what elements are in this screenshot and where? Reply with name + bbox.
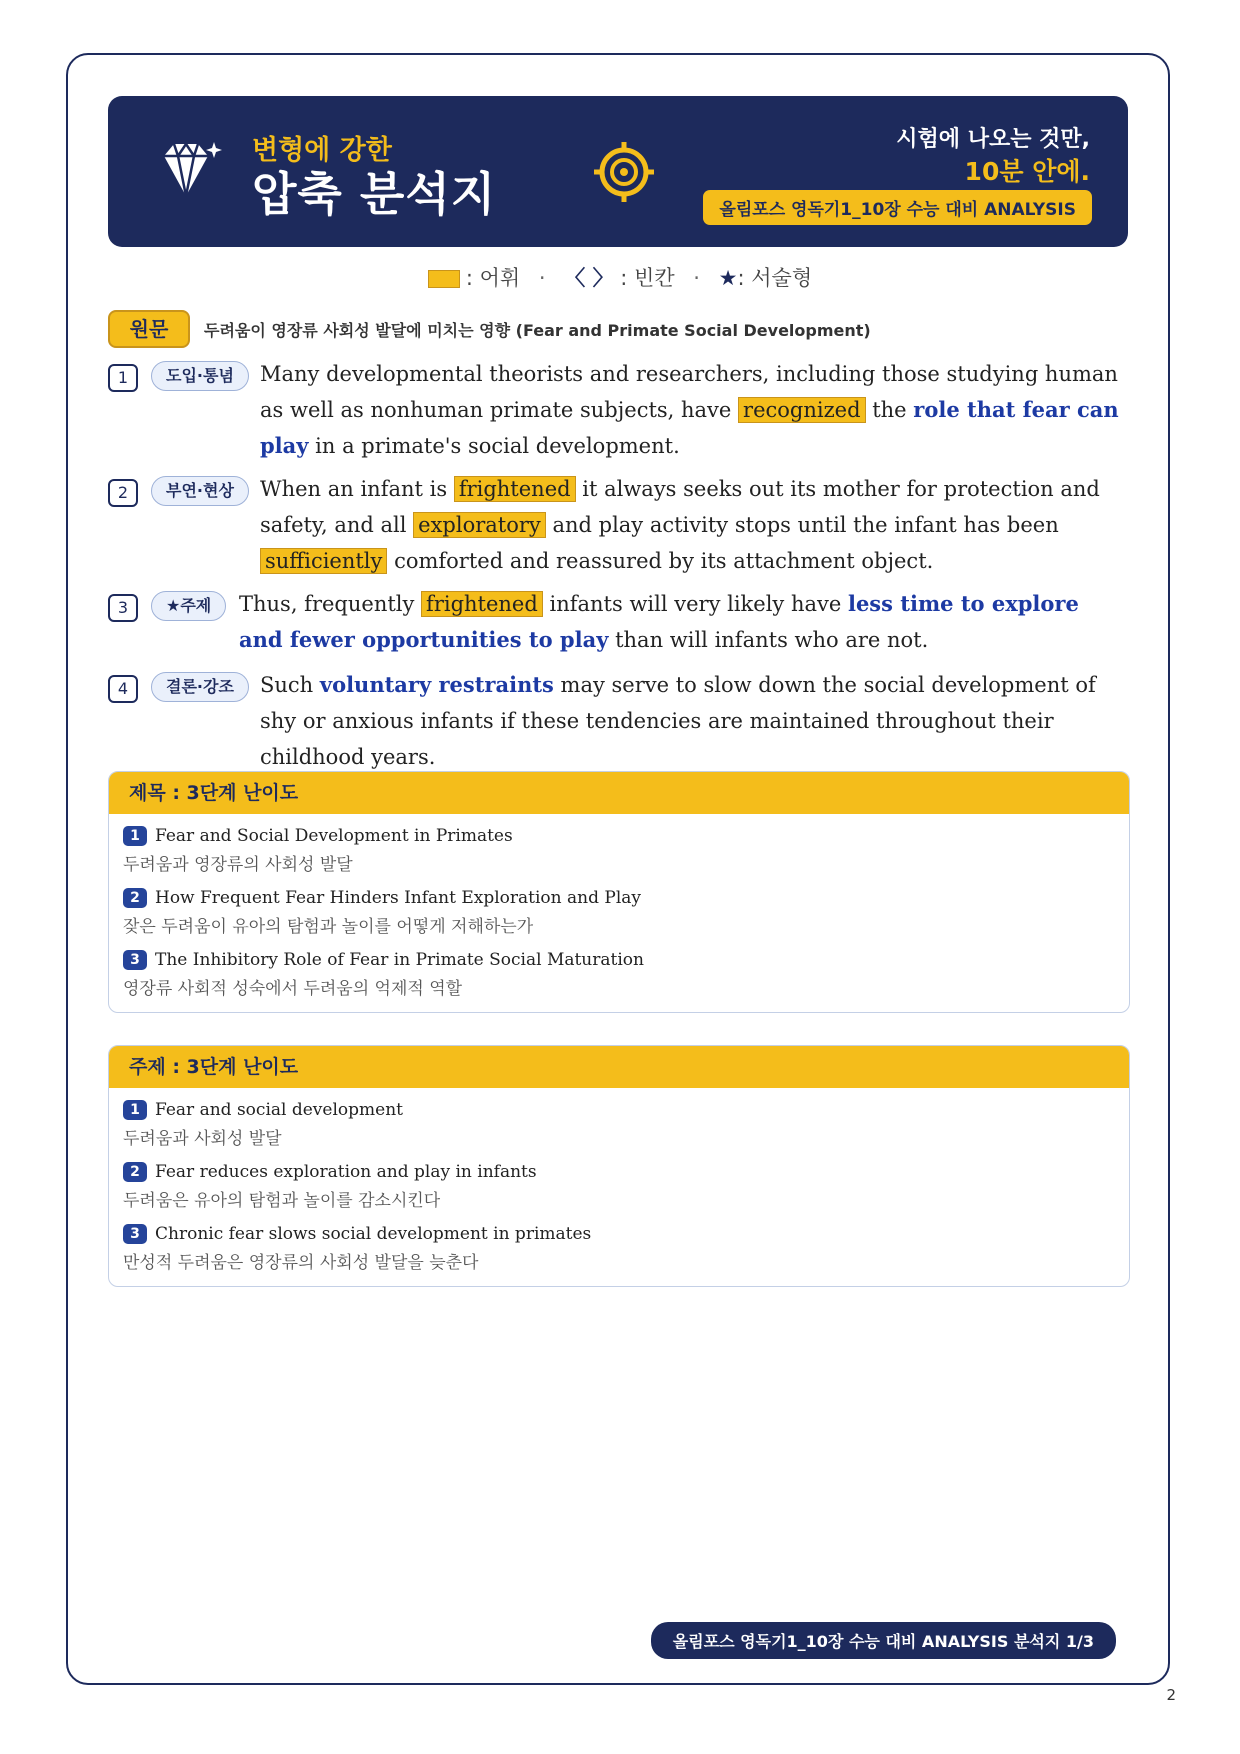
topic-option-1	[123, 1100, 403, 1149]
star-icon: ★	[718, 266, 738, 290]
target-icon	[592, 140, 656, 204]
option-number-badge: 1	[123, 1100, 147, 1120]
option-english: Fear and social development	[155, 1100, 403, 1120]
topic-card	[108, 1045, 1130, 1287]
sentence-text: When an infant is frightened it always seeks out its mother for protection and safety, and all exploratory and play activity stops until the infant has been sufficiently comforted and reassured by its attachment object.	[260, 477, 1100, 573]
option-english: Fear and Social Development in Primates	[155, 826, 513, 846]
sentence-number: 1	[108, 364, 138, 392]
banner-title: 압축 분석지	[252, 167, 497, 221]
blank-bracket-icon: 〈 〉	[564, 266, 614, 290]
option-number-badge: 3	[123, 950, 147, 970]
sentence-number: 3	[108, 594, 138, 622]
title-option-3	[123, 950, 644, 999]
sentence-text: Such voluntary restraints may serve to slow down the social development of shy or anxious infants if these tendencies are maintained throughout their childhood years.	[260, 672, 1096, 769]
vocab-highlight: exploratory	[413, 512, 546, 538]
sentence-label: 도입·통념	[151, 361, 249, 391]
slogan-line1: 시험에 나오는 것만,	[896, 127, 1090, 152]
title-card-heading: 제목 : 3단계 난이도	[109, 772, 1129, 814]
header-banner	[108, 96, 1128, 247]
book-badge: 올림포스 영독기1_10장 수능 대비 ANALYSIS	[703, 190, 1092, 225]
topic-card-heading: 주제 : 3단계 난이도	[109, 1046, 1129, 1088]
passage-tag: 원문	[108, 310, 190, 348]
legend: : 어휘 · 〈 〉 : 빈칸 · ★: 서술형	[0, 262, 1240, 292]
option-english: Fear reduces exploration and play in infants	[155, 1162, 537, 1182]
sentence-2	[108, 475, 1128, 585]
option-number-badge: 2	[123, 1162, 147, 1182]
title-card	[108, 771, 1130, 1013]
diamond-icon	[158, 138, 222, 202]
passage-title: 두려움이 영장류 사회성 발달에 미치는 영향 (Fear and Primate Social Development)	[204, 321, 871, 340]
option-korean: 두려움과 사회성 발달	[123, 1129, 282, 1149]
sentence-number: 4	[108, 675, 138, 703]
sentence-1	[108, 360, 1128, 470]
option-korean: 두려움과 영장류의 사회성 발달	[123, 855, 353, 875]
key-phrase: role that fear can play	[260, 397, 1119, 458]
page-number: 2	[1166, 1686, 1176, 1704]
sentence-label: ★주제	[151, 591, 226, 621]
topic-option-2	[123, 1162, 537, 1211]
vocab-highlight: frightened	[421, 591, 543, 617]
option-number-badge: 2	[123, 888, 147, 908]
option-english: Chronic fear slows social development in primates	[155, 1224, 592, 1244]
legend-blank: : 빈칸	[620, 266, 675, 290]
vocab-highlight: frightened	[454, 476, 576, 502]
option-english: How Frequent Fear Hinders Infant Exploration and Play	[155, 888, 642, 908]
footer-badge: 올림포스 영독기1_10장 수능 대비 ANALYSIS 분석지 1/3	[651, 1622, 1116, 1659]
legend-essay: : 서술형	[737, 266, 813, 290]
sentence-label: 결론·강조	[151, 672, 249, 702]
sentence-label: 부연·현상	[151, 476, 249, 506]
vocab-highlight-swatch	[428, 270, 460, 288]
sentence-3	[108, 590, 1128, 665]
key-phrase: less time to explore and fewer opportunities to play	[239, 591, 1079, 652]
option-korean: 잦은 두려움이 유아의 탐험과 놀이를 어떻게 저해하는가	[123, 917, 534, 937]
option-number-badge: 1	[123, 826, 147, 846]
topic-option-3	[123, 1224, 591, 1273]
slogan-line2: 10분 안에.	[964, 157, 1090, 186]
sentence-4	[108, 671, 1128, 769]
option-korean: 두려움은 유아의 탐험과 놀이를 감소시킨다	[123, 1191, 441, 1211]
legend-vocab: : 어휘	[465, 266, 521, 290]
sentence-text: Many developmental theorists and researchers, including those studying human as well as nonhuman primate subjects, have recognized the role that fear can play in a primate's social development.	[260, 362, 1119, 458]
option-korean: 만성적 두려움은 영장류의 사회성 발달을 늦춘다	[123, 1253, 479, 1273]
title-option-1	[123, 826, 513, 875]
title-option-2	[123, 888, 641, 937]
banner-subtitle: 변형에 강한	[252, 135, 392, 166]
option-english: The Inhibitory Role of Fear in Primate Social Maturation	[155, 950, 644, 970]
vocab-highlight: recognized	[738, 397, 866, 423]
sentence-text: Thus, frequently frightened infants will very likely have less time to explore and fewer opportunities to play than will infants who are not.	[239, 591, 1079, 652]
sentence-number: 2	[108, 479, 138, 507]
vocab-highlight: sufficiently	[260, 548, 387, 574]
key-phrase: voluntary restraints	[319, 672, 554, 697]
option-korean: 영장류 사회적 성숙에서 두려움의 억제적 역할	[123, 979, 463, 999]
option-number-badge: 3	[123, 1224, 147, 1244]
